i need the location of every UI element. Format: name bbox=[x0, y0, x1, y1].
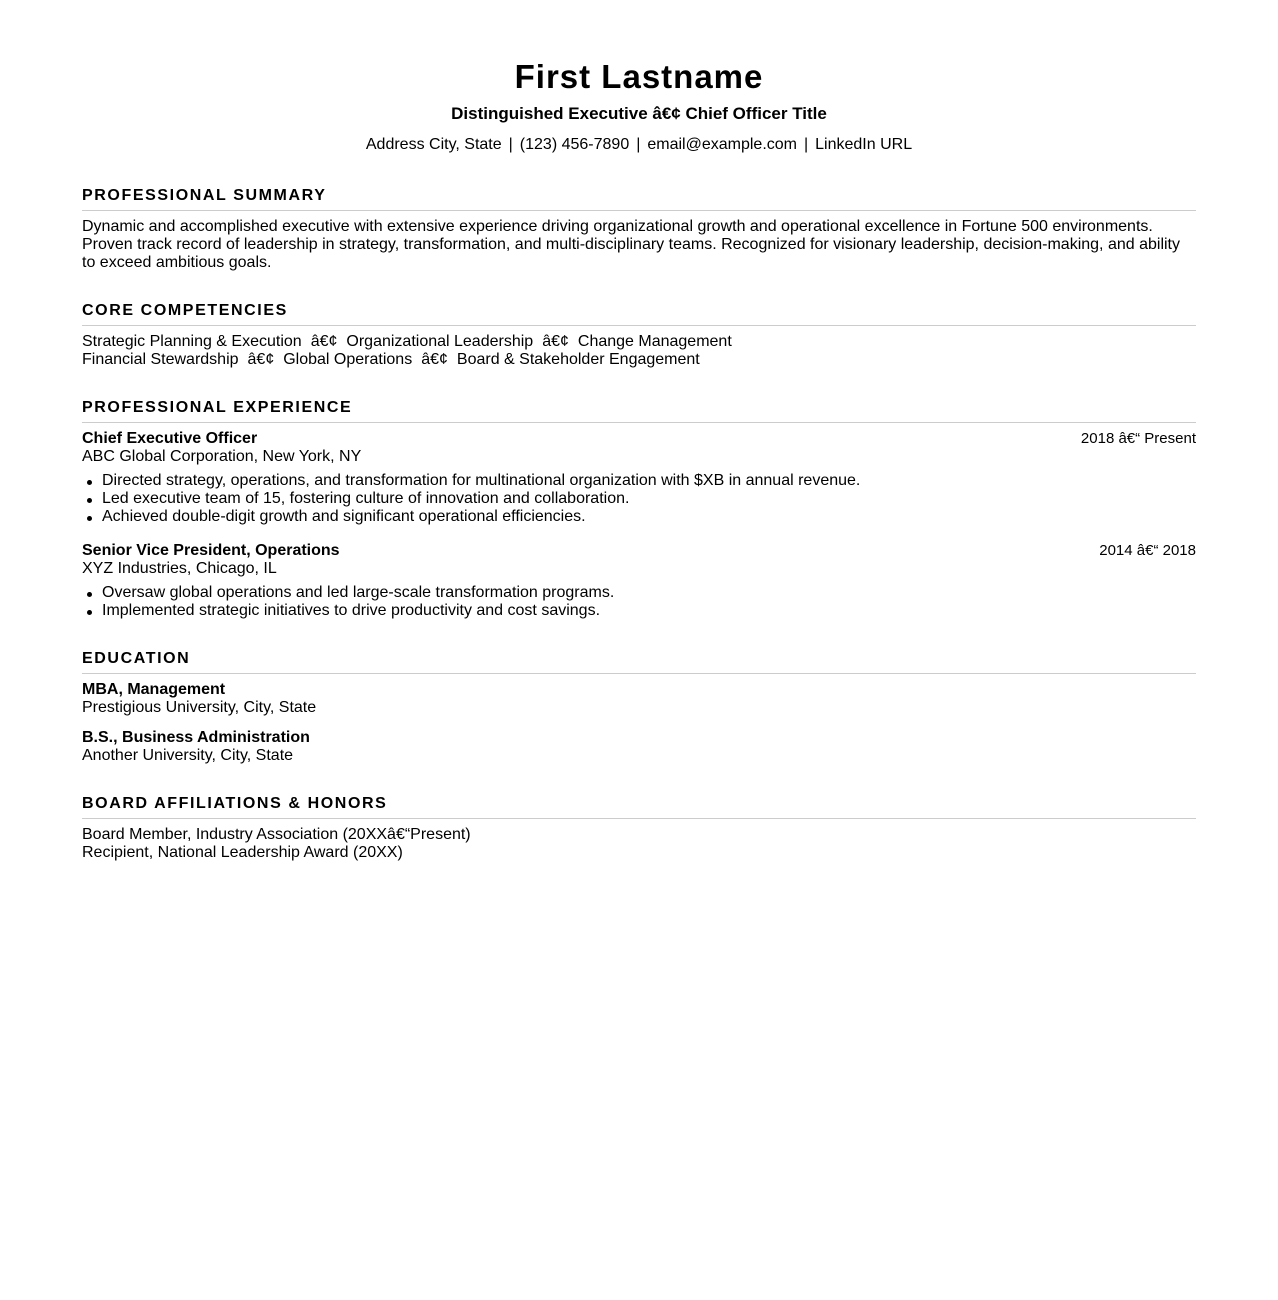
education-degree: MBA, Management bbox=[82, 681, 226, 698]
education-entry bbox=[82, 681, 1196, 717]
competency-item: Strategic Planning & Execution bbox=[82, 333, 302, 350]
competency-separator: â€¢ bbox=[542, 333, 569, 350]
job-bullets bbox=[82, 584, 1196, 620]
competency-separator: â€¢ bbox=[247, 351, 275, 368]
contact-linkedin: LinkedIn URL bbox=[815, 136, 913, 153]
job-bullet: Implemented strategic initiatives to drive productivity and cost savings. bbox=[82, 602, 1196, 620]
section-education bbox=[82, 650, 1196, 765]
job-header bbox=[82, 542, 1196, 560]
section-heading: PROFESSIONAL EXPERIENCE bbox=[82, 399, 1196, 423]
education-school: Another University, City, State bbox=[82, 747, 294, 764]
candidate-name: First Lastname bbox=[514, 58, 764, 95]
contact-separator: | bbox=[804, 136, 809, 153]
contact-phone: (123) 456-7890 bbox=[519, 136, 630, 153]
section-core-competencies bbox=[82, 302, 1196, 369]
contact-address: Address City, State bbox=[365, 136, 502, 153]
competency-line bbox=[82, 333, 1196, 351]
job-title: Chief Executive Officer bbox=[82, 430, 258, 447]
job-dates: 2018 â€“ Present bbox=[1080, 430, 1196, 447]
contact-line bbox=[82, 135, 1196, 155]
honor-item: Board Member, Industry Association (20XXâ€“Present) bbox=[82, 826, 471, 843]
job-company: XYZ Industries, Chicago, IL bbox=[82, 560, 277, 577]
job-entry bbox=[82, 542, 1196, 620]
section-professional-experience bbox=[82, 399, 1196, 620]
competency-item: Global Operations bbox=[283, 351, 413, 368]
job-entry bbox=[82, 430, 1196, 526]
section-heading: EDUCATION bbox=[82, 650, 1196, 674]
job-bullet: Directed strategy, operations, and transformation for multinational organization with $XB in annual revenue. bbox=[82, 472, 1196, 490]
education-school: Prestigious University, City, State bbox=[82, 699, 317, 716]
resume-header bbox=[82, 58, 1196, 155]
competency-item: Financial Stewardship bbox=[82, 351, 239, 368]
competency-line bbox=[82, 351, 1196, 369]
job-header bbox=[82, 430, 1196, 448]
contact-separator: | bbox=[508, 136, 513, 153]
section-heading: CORE COMPETENCIES bbox=[82, 302, 1196, 326]
competency-item: Organizational Leadership bbox=[346, 333, 534, 350]
job-company: ABC Global Corporation, New York, NY bbox=[82, 448, 362, 465]
section-board-affiliations-honors bbox=[82, 795, 1196, 862]
job-title: Senior Vice President, Operations bbox=[82, 542, 340, 559]
contact-email: email@example.com bbox=[647, 136, 797, 153]
competency-separator: â€¢ bbox=[310, 333, 338, 350]
job-bullet: Oversaw global operations and led large-scale transformation programs. bbox=[82, 584, 1196, 602]
education-degree: B.S., Business Administration bbox=[82, 729, 310, 746]
section-professional-summary bbox=[82, 187, 1196, 272]
section-heading: PROFESSIONAL SUMMARY bbox=[82, 187, 1196, 211]
competency-item: Change Management bbox=[577, 333, 732, 350]
job-bullet: Led executive team of 15, fostering culture of innovation and collaboration. bbox=[82, 490, 1196, 508]
contact-separator: | bbox=[636, 136, 641, 153]
job-dates: 2014 â€“ 2018 bbox=[1099, 542, 1196, 559]
competency-separator: â€¢ bbox=[421, 351, 448, 368]
job-bullet: Achieved double-digit growth and significant operational efficiencies. bbox=[82, 508, 1196, 526]
section-heading: BOARD AFFILIATIONS & HONORS bbox=[82, 795, 1196, 819]
candidate-title: Distinguished Executive â€¢ Chief Officer Title bbox=[451, 104, 827, 123]
job-bullets bbox=[82, 472, 1196, 526]
education-entry bbox=[82, 729, 1196, 765]
summary-text: Dynamic and accomplished executive with extensive experience driving organizational growth and operational excellence in Fortune 500 environments. Proven track record of leadership in strategy, transformation, and multi-disciplinary teams. Recognized for visionary leadership, decision-making, and ability to exceed ambitious goals. bbox=[82, 218, 1180, 271]
honor-item: Recipient, National Leadership Award (20XX) bbox=[82, 844, 403, 861]
competency-item: Board & Stakeholder Engagement bbox=[456, 351, 700, 368]
